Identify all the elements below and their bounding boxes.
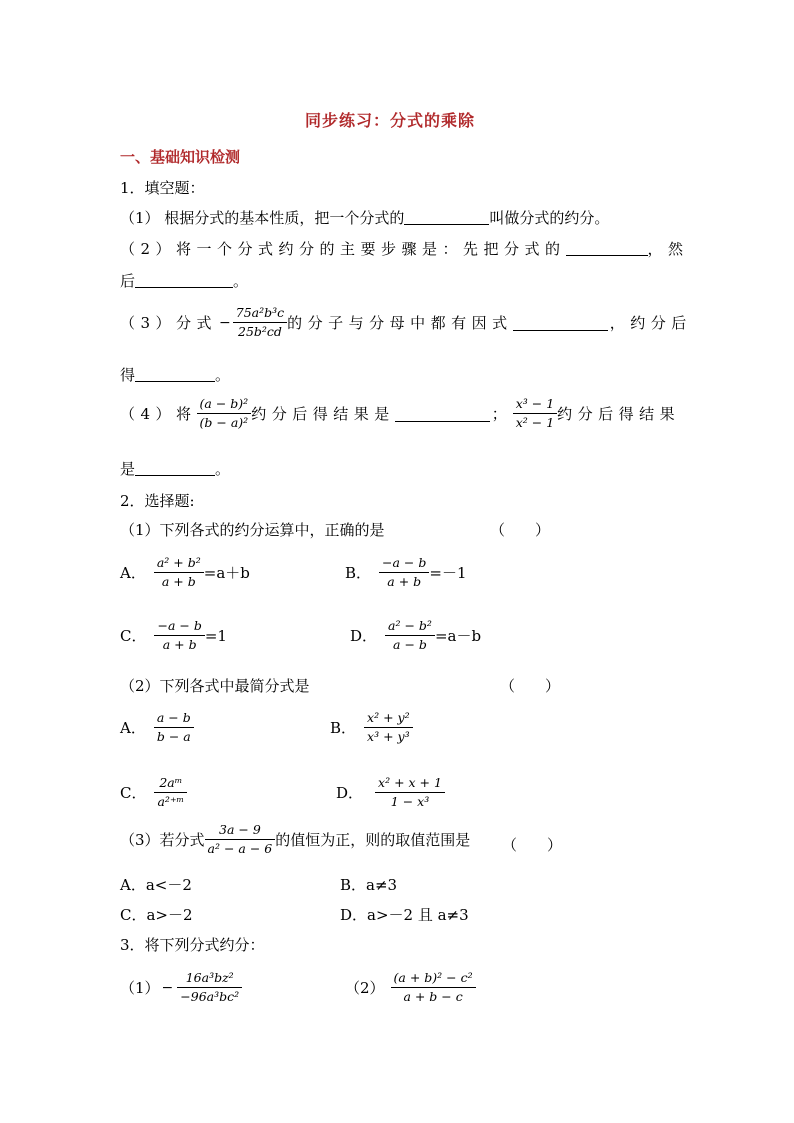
fraction-denominator: a + b	[154, 572, 204, 589]
question-1-part-4	[120, 397, 680, 431]
option-a[interactable]: A．a<－2	[120, 876, 192, 894]
fraction-denominator: a² − a − 6	[205, 839, 276, 856]
option-b[interactable]: B．a≠3	[340, 876, 398, 894]
q1p3-line2-post: 。	[215, 366, 231, 384]
question-1-part-2-line-2	[120, 270, 248, 291]
option-label: D．	[350, 627, 378, 646]
option-label: B．	[345, 564, 372, 583]
fraction-numerator: a² − b²	[388, 618, 432, 633]
fraction-numerator: a² + b²	[156, 555, 201, 570]
option-b[interactable]	[345, 556, 467, 590]
fraction	[375, 776, 445, 810]
q2s3-text-post: 的值恒为正，则的取值范围是	[275, 831, 471, 850]
minus-sign: −	[161, 979, 174, 996]
question-1-part-4-line-2	[120, 458, 230, 479]
question-1-part-3-line-2	[120, 364, 230, 385]
q1p4-line2-post: 。	[215, 460, 231, 478]
fraction-numerator: 3a − 9	[219, 822, 261, 837]
option-c[interactable]: C．a>－2	[120, 906, 193, 924]
q1p3-text-mid: 的分子与分母中都有因式	[287, 314, 513, 333]
q1p2-comma: ，然	[647, 240, 689, 258]
option-label: A．	[120, 564, 146, 583]
fraction	[177, 971, 242, 1005]
question-2-part-2-stem: （2）下列各式中最简分式是	[120, 677, 310, 695]
fraction	[391, 971, 476, 1005]
question-3-part-1	[120, 971, 242, 1005]
answer-paren[interactable]: （ ）	[502, 836, 563, 854]
fraction-numerator: −a − b	[382, 555, 427, 570]
fraction-denominator: a + b	[379, 572, 429, 589]
fraction-denominator: x² − 1	[513, 413, 557, 430]
fraction-numerator: (a − b)²	[199, 396, 249, 411]
fraction-numerator: 16a³bz²	[185, 970, 234, 985]
option-d[interactable]	[336, 776, 445, 810]
fraction	[364, 711, 413, 745]
fraction-numerator: 2aᵐ	[159, 775, 183, 790]
option-rhs: =1	[204, 626, 227, 645]
question-2-part-3-stem	[120, 823, 470, 857]
fraction-denominator: a²⁺ᵐ	[154, 792, 187, 809]
option-c[interactable]	[120, 619, 227, 653]
answer-paren[interactable]: （ ）	[500, 677, 561, 695]
section-heading: 一、基础知识检测	[120, 148, 241, 166]
option-d[interactable]	[350, 619, 481, 653]
q1p4-text-mid: 约分后得结果是	[251, 405, 395, 424]
fraction-denominator: b − a	[154, 727, 194, 744]
option-label: C．	[120, 784, 147, 803]
fraction-denominator: x³ + y³	[364, 727, 413, 744]
question-1-part-1	[120, 207, 609, 228]
fraction	[197, 397, 252, 431]
option-label: D．	[336, 784, 364, 803]
option-c[interactable]	[120, 776, 187, 810]
option-rhs: =－1	[429, 564, 467, 583]
fraction-numerator: x² + y²	[367, 710, 410, 725]
answer-blank[interactable]	[566, 240, 648, 256]
fraction-denominator: a − b	[385, 635, 435, 652]
page-title: 同步练习：分式的乘除	[305, 111, 476, 130]
question-1-part-3	[120, 306, 692, 340]
answer-blank[interactable]	[135, 272, 233, 288]
fraction	[154, 556, 204, 590]
answer-blank[interactable]	[513, 315, 608, 331]
answer-blank[interactable]	[135, 460, 215, 476]
option-d[interactable]: D．a>－2 且 a≠3	[340, 906, 469, 924]
fraction	[513, 397, 557, 431]
fraction	[154, 619, 204, 653]
answer-blank[interactable]	[135, 366, 215, 382]
option-label: C．	[120, 627, 147, 646]
fraction	[205, 823, 276, 857]
fraction	[233, 306, 287, 340]
q1p3-text-pre: （3）分式	[120, 314, 218, 333]
option-rhs: =a－b	[434, 627, 482, 646]
q1p4-text-pre: （4）将	[120, 405, 197, 424]
fraction	[154, 776, 187, 810]
fraction-denominator: a + b	[154, 635, 204, 652]
fraction	[385, 619, 435, 653]
q1p4-semicolon: ；	[491, 405, 507, 424]
q1p3-text-tail: ，约分后	[609, 314, 692, 333]
q1p1-text-post: 叫做分式的约分。	[489, 209, 610, 227]
q1p4-text-tail: 约分后得结果	[557, 405, 681, 424]
q1p4-line2-pre: 是	[120, 460, 136, 478]
option-a[interactable]	[120, 556, 250, 590]
fraction	[154, 711, 194, 745]
option-a[interactable]	[120, 711, 194, 745]
q2s3-text-pre: （3）若分式	[120, 831, 205, 850]
answer-blank[interactable]	[395, 406, 490, 422]
question-2-part-1-stem: （1）下列各式的约分运算中，正确的是	[120, 521, 385, 539]
fraction-denominator: (b − a)²	[197, 413, 252, 430]
option-rhs: =a＋b	[203, 564, 250, 583]
option-b[interactable]	[330, 711, 413, 745]
question-3-label: 3．将下列分式约分：	[120, 936, 265, 954]
fraction-numerator: −a − b	[157, 618, 202, 633]
fraction-numerator: 75a²b³c	[235, 305, 285, 320]
q3p2-label: （2）	[345, 979, 385, 998]
fraction-numerator: (a + b)² − c²	[393, 970, 473, 985]
fraction-denominator: a + b − c	[391, 987, 476, 1004]
fraction-denominator: −96a³bc²	[177, 987, 242, 1004]
minus-sign: −	[219, 314, 231, 331]
fraction-numerator: x³ − 1	[515, 396, 555, 411]
q1p3-line2-pre: 得	[120, 366, 136, 384]
question-1-part-2	[120, 238, 689, 259]
answer-blank[interactable]	[404, 209, 489, 225]
fraction-denominator: 25b²cd	[233, 322, 287, 339]
option-label: A．	[120, 719, 146, 738]
option-label: B．	[330, 719, 357, 738]
fraction	[379, 556, 429, 590]
q1p2-line2-pre: 后	[120, 272, 136, 290]
question-2-label: 2．选择题:	[120, 492, 195, 510]
fraction-denominator: 1 − x³	[375, 792, 445, 809]
question-1-label: 1．填空题：	[120, 179, 205, 197]
q3p1-label: （1）	[120, 979, 160, 998]
fraction-numerator: x² + x + 1	[378, 775, 442, 790]
fraction-numerator: a − b	[156, 710, 191, 725]
question-3-part-2	[345, 971, 476, 1005]
answer-paren[interactable]: （ ）	[490, 521, 551, 539]
q1p1-text-pre: （1） 根据分式的基本性质，把一个分式的	[120, 209, 405, 227]
q1p2-line2-post: 。	[233, 272, 249, 290]
q1p2-text: （2）将一个分式约分的主要步骤是：先把分式的	[120, 240, 566, 258]
